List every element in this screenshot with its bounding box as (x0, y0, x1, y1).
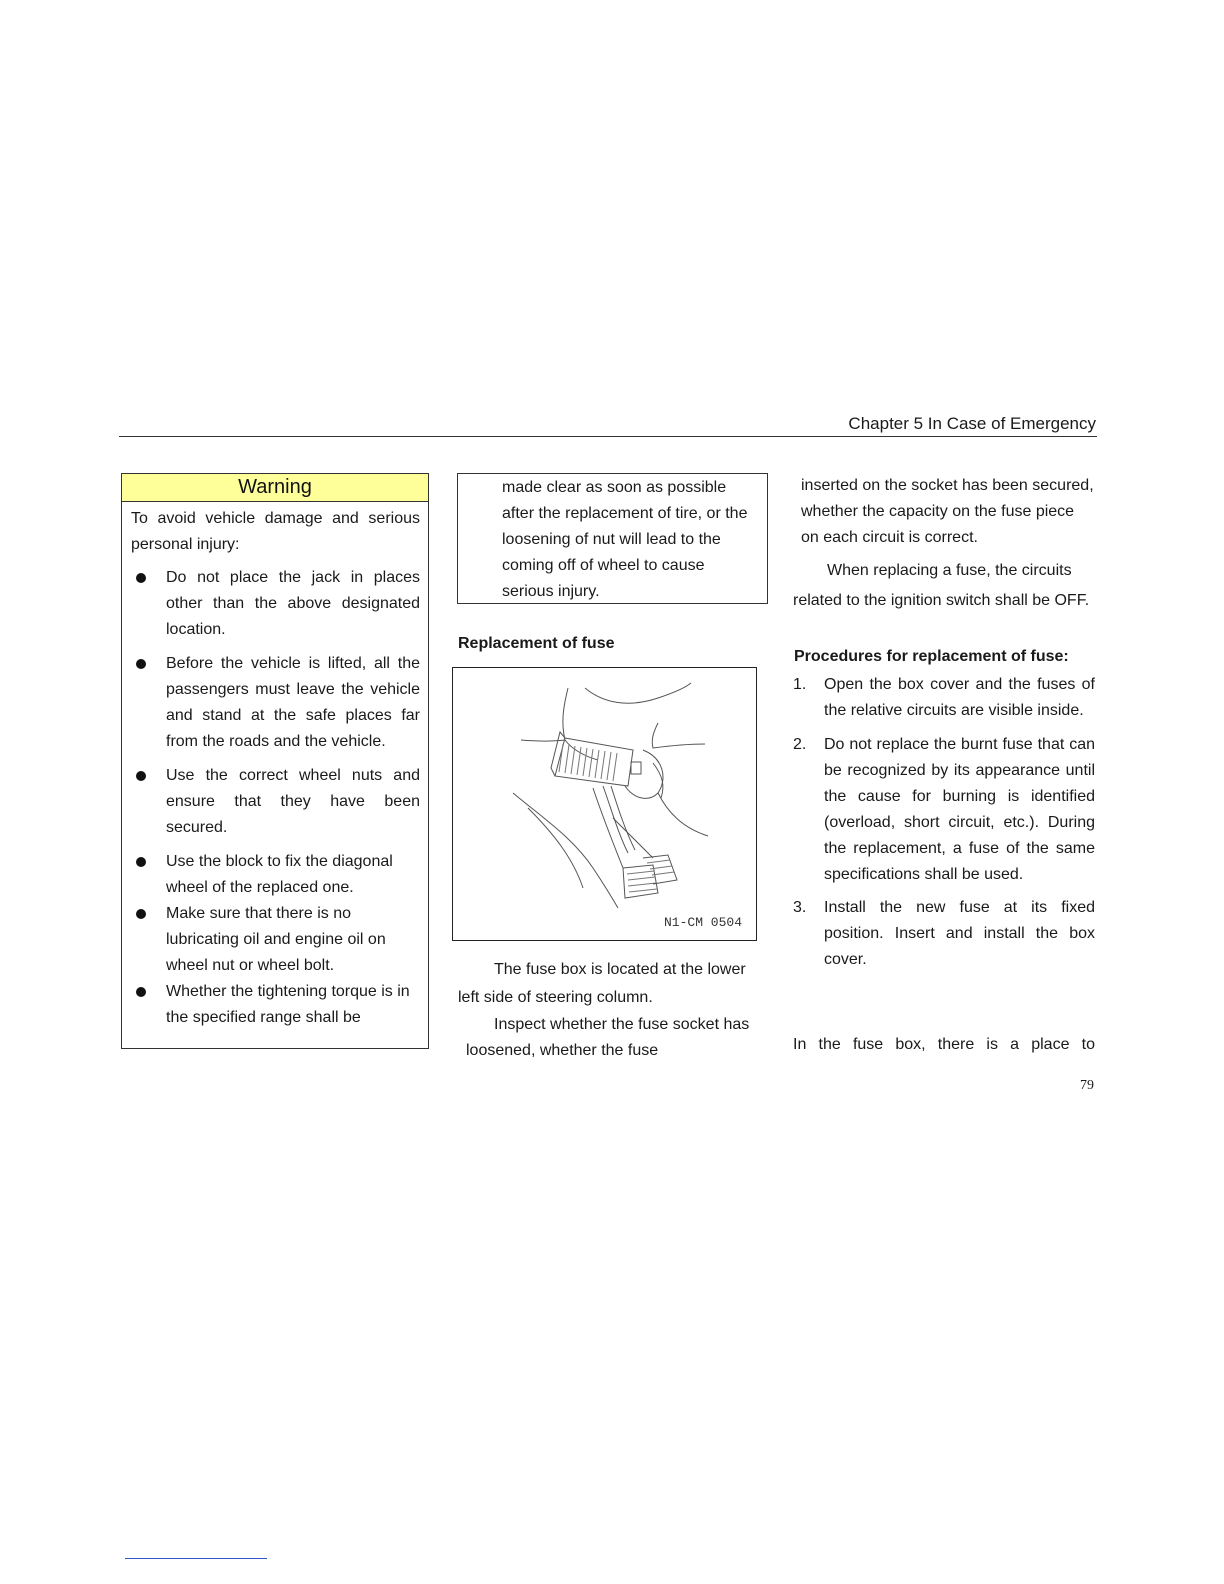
warning-item (122, 763, 428, 841)
bullet-icon (136, 771, 146, 781)
procedure-step (793, 732, 1095, 888)
footer-line (125, 1558, 267, 1559)
continued-warning-box (457, 473, 768, 604)
col3-para2-text: When replacing a fuse, the circuits related to the ignition switch shall be OFF. (793, 562, 1090, 609)
bullet-icon (136, 573, 146, 583)
warning-item (122, 651, 428, 755)
fuse-box-figure (452, 667, 757, 941)
step-text: Do not replace the burnt fuse that can be recognized by its appearance until the cause for burning is identified (overload, short circuit, etc.). During the replacement, a fuse of the same specifications shall be used. (824, 736, 1095, 883)
warning-item-text: Make sure that there is no lubricating oil and engine oil on wheel nut or wheel bolt. (166, 905, 386, 974)
pedal-illustration (453, 668, 758, 942)
col3-paragraph-2 (793, 556, 1095, 616)
page-number: 79 (1080, 1078, 1094, 1093)
section-title: Replacement of fuse (458, 635, 615, 652)
page-header-title: Chapter 5 In Case of Emergency (848, 414, 1096, 433)
warning-list (122, 565, 428, 1031)
col3-tail-text: In the fuse box, there is a place to (793, 1036, 1095, 1053)
step-number: 1. (793, 676, 807, 693)
fuse-inspect-text: Inspect whether the fuse socket has loosened, whether the fuse (466, 1016, 750, 1059)
warning-item (122, 979, 428, 1031)
step-number: 2. (793, 736, 807, 753)
col3-tail (793, 1032, 1095, 1058)
warning-item-text: Use the correct wheel nuts and ensure that they have been secured. (166, 767, 420, 836)
fuse-inspect-paragraph (466, 1012, 756, 1064)
figure-code: N1-CM 0504 (663, 915, 742, 930)
bullet-icon (136, 857, 146, 867)
col3-paragraph-1 (801, 473, 1095, 551)
warning-item-text: Whether the tightening torque is in the specified range shall be (166, 983, 410, 1026)
header-rule (119, 436, 1097, 437)
fuse-location-paragraph (458, 956, 758, 1012)
continued-warning-text: made clear as soon as possible after the replacement of tire, or the loosening of nut will lead to the coming off of wheel to cause serious injury. (502, 479, 748, 600)
procedures-title: Procedures for replacement of fuse: (794, 648, 1069, 665)
warning-item-text: Before the vehicle is lifted, all the passengers must leave the vehicle and stand at the safe places far from the roads and the vehicle. (166, 655, 420, 750)
col3-para1-text: inserted on the socket has been secured, whether the capacity on the fuse piece on each circuit is correct. (801, 477, 1094, 546)
warning-item (122, 901, 428, 979)
warning-item-text: Use the block to fix the diagonal wheel of the replaced one. (166, 853, 393, 896)
step-text: Install the new fuse at its fixed position. Insert and install the box cover. (824, 899, 1095, 968)
procedure-step (793, 895, 1095, 973)
step-text: Open the box cover and the fuses of the relative circuits are visible inside. (824, 676, 1095, 719)
procedure-step (793, 672, 1095, 724)
warning-heading: Warning (122, 474, 428, 502)
fuse-location-text: The fuse box is located at the lower left side of steering column. (458, 961, 746, 1006)
warning-box (121, 473, 429, 1049)
bullet-icon (136, 987, 146, 997)
step-number: 3. (793, 899, 807, 916)
warning-item (122, 565, 428, 643)
warning-item (122, 849, 428, 901)
warning-item-text: Do not place the jack in places other than the above designated location. (166, 569, 420, 638)
warning-intro: To avoid vehicle damage and serious personal injury: (131, 510, 420, 553)
bullet-icon (136, 659, 146, 669)
procedure-steps (793, 672, 1095, 973)
bullet-icon (136, 909, 146, 919)
